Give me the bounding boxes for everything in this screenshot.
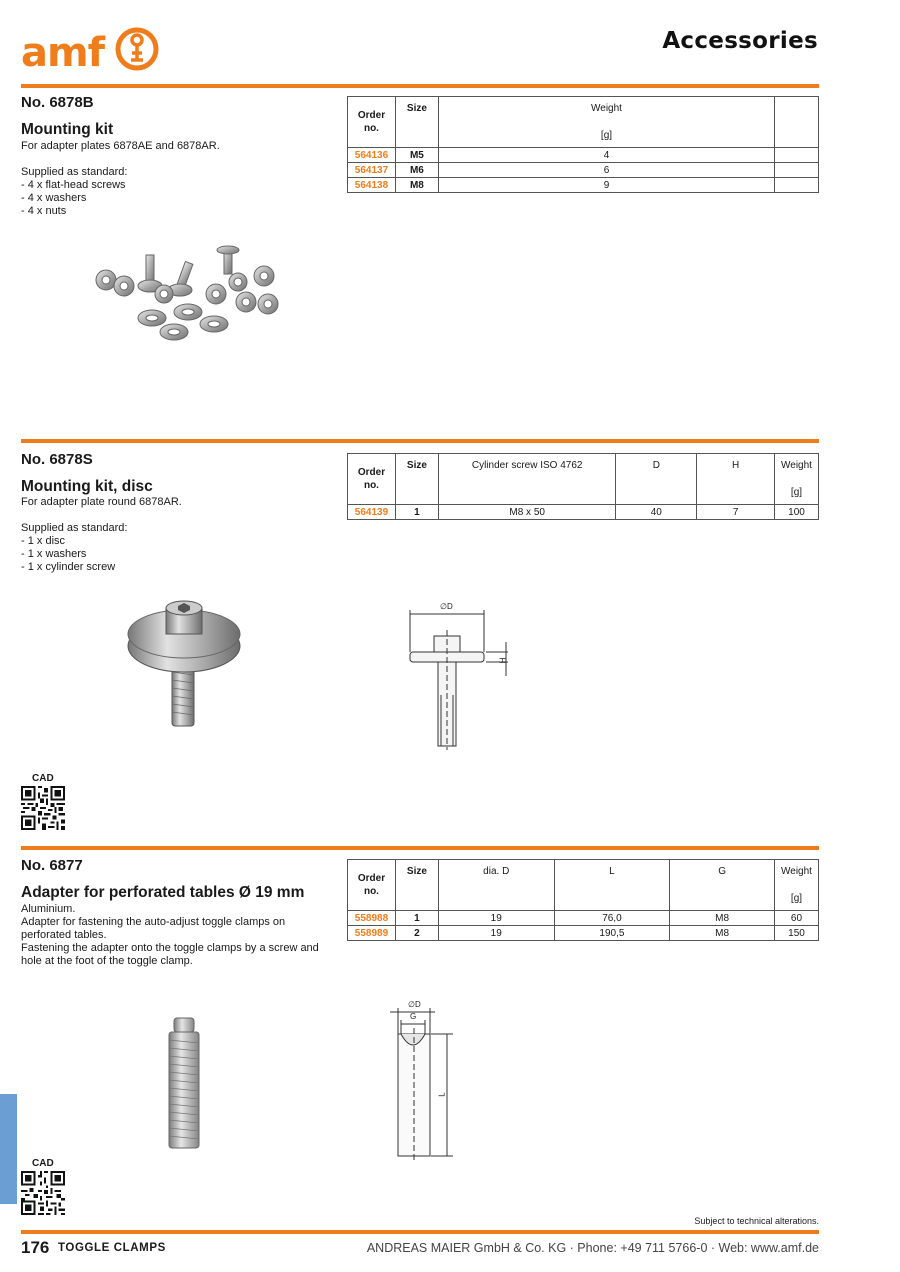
cell-weight: 9: [438, 178, 774, 193]
dimension-label-d: ∅D: [440, 602, 453, 611]
dimension-label-l: L: [437, 1092, 447, 1097]
order-number: 564139: [348, 505, 396, 520]
svg-text:amf: amf: [21, 30, 105, 74]
section-title: Mounting kit, disc: [21, 478, 153, 495]
mounting-disc-photo: [124, 600, 244, 732]
cell-l: 190,5: [554, 926, 670, 941]
table-row: [348, 178, 819, 193]
description-line: - 4 x nuts: [21, 205, 67, 217]
order-number: 564138: [348, 178, 396, 193]
description-line: For adapter plate round 6878AR.: [21, 496, 182, 508]
section-description: [21, 140, 321, 218]
col-header-h: H: [697, 454, 775, 505]
section-divider: [21, 84, 819, 88]
table-row: [348, 911, 819, 926]
col-header-weight: Weight [g]: [438, 97, 774, 148]
cell-size: M5: [395, 148, 438, 163]
page-title: Accessories: [662, 28, 818, 54]
description-line: For adapter plates 6878AE and 6878AR.: [21, 140, 220, 152]
description-line: - 1 x disc: [21, 535, 66, 547]
spec-table: [347, 859, 819, 941]
col-header-d: D: [616, 454, 697, 505]
adapter-drawing: [385, 1000, 465, 1162]
cell-g: M8: [670, 926, 775, 941]
spec-table: [347, 96, 819, 193]
description-line: Supplied as standard:: [21, 522, 128, 534]
cell-d: 40: [616, 505, 697, 520]
description-line: Aluminium.: [21, 903, 76, 915]
adapter-photo: [164, 1016, 204, 1152]
cell-weight: 6: [438, 163, 774, 178]
cell-size: M6: [395, 163, 438, 178]
cell-g: M8: [670, 911, 775, 926]
table-row: [348, 163, 819, 178]
table-header-row: [348, 97, 819, 148]
cell-weight: 4: [438, 148, 774, 163]
section-title: Adapter for perforated tables Ø 19 mm: [21, 884, 305, 901]
description-line: Adapter for fastening the auto-adjust toggle clamps on perforated tables.: [21, 916, 286, 941]
section-number: No. 6878S: [21, 451, 93, 468]
col-header-order: Order no.: [348, 860, 396, 911]
chapter-name: TOGGLE CLAMPS: [58, 1242, 166, 1254]
table-header-row: [348, 860, 819, 911]
section-number: No. 6877: [21, 857, 83, 874]
col-header-size: Size: [395, 97, 438, 148]
cad-qr-code[interactable]: [21, 1171, 65, 1215]
cad-label: CAD: [32, 773, 54, 784]
technical-note: Subject to technical alterations.: [694, 1216, 819, 1226]
cell-weight: 60: [774, 911, 818, 926]
cell-dia: 19: [438, 926, 554, 941]
cell-weight: 150: [774, 926, 818, 941]
col-header-empty: [775, 97, 819, 148]
cell-size: 1: [395, 505, 438, 520]
page-number: 176: [21, 1238, 50, 1257]
description-line: - 1 x cylinder screw: [21, 561, 116, 573]
cell-empty: [775, 148, 819, 163]
footer-divider: [21, 1230, 819, 1234]
cad-label: CAD: [32, 1158, 54, 1169]
section-title: Mounting kit: [21, 121, 114, 138]
description-line: - 4 x flat-head screws: [21, 179, 126, 191]
cell-empty: [775, 163, 819, 178]
table-row: [348, 148, 819, 163]
cell-weight: 100: [774, 505, 818, 520]
mounting-kit-photo: [88, 240, 283, 350]
chapter-side-tab: [0, 1094, 17, 1204]
cad-qr-code[interactable]: [21, 786, 65, 830]
cell-l: 76,0: [554, 911, 670, 926]
section-divider: [21, 846, 819, 850]
description-line: Fastening the adapter onto the toggle clamps by a screw and hole at the foot of the toggle clamp.: [21, 942, 319, 967]
cell-dia: 19: [438, 911, 554, 926]
description-line: - 4 x washers: [21, 192, 87, 204]
col-header-order: Order no.: [348, 454, 396, 505]
cell-size: 1: [395, 911, 438, 926]
table-row: [348, 926, 819, 941]
col-header-weight: Weight [g]: [774, 860, 818, 911]
order-number: 564136: [348, 148, 396, 163]
table-header-row: [348, 454, 819, 505]
col-header-size: Size: [395, 454, 438, 505]
section-description: [21, 496, 321, 574]
section-description: [21, 903, 321, 968]
col-header-order: Order no.: [348, 97, 396, 148]
spec-table: [347, 453, 819, 520]
description-line: Supplied as standard:: [21, 166, 128, 178]
col-header-g: G: [670, 860, 775, 911]
cell-empty: [775, 178, 819, 193]
dimension-label-g: G: [410, 1012, 417, 1021]
amf-logo: [21, 26, 161, 74]
cell-h: 7: [697, 505, 775, 520]
cell-size: M8: [395, 178, 438, 193]
company-info: ANDREAS MAIER GmbH & Co. KG · Phone: +49 711 5766-0 · Web: www.amf.de: [366, 1241, 819, 1255]
col-header-dia: dia. D: [438, 860, 554, 911]
col-header-l: L: [554, 860, 670, 911]
mounting-disc-drawing: [400, 600, 530, 750]
col-header-screw: Cylinder screw ISO 4762: [438, 454, 616, 505]
col-header-size: Size: [395, 860, 438, 911]
dimension-label-h: H: [498, 657, 508, 664]
section-divider: [21, 439, 819, 443]
order-number: 558988: [348, 911, 396, 926]
description-line: - 1 x washers: [21, 548, 87, 560]
section-number: No. 6878B: [21, 94, 94, 111]
cell-size: 2: [395, 926, 438, 941]
col-header-weight: Weight [g]: [774, 454, 818, 505]
cell-screw: M8 x 50: [438, 505, 616, 520]
table-row: [348, 505, 819, 520]
dimension-label-d: ∅D: [408, 1000, 421, 1009]
order-number: 558989: [348, 926, 396, 941]
order-number: 564137: [348, 163, 396, 178]
